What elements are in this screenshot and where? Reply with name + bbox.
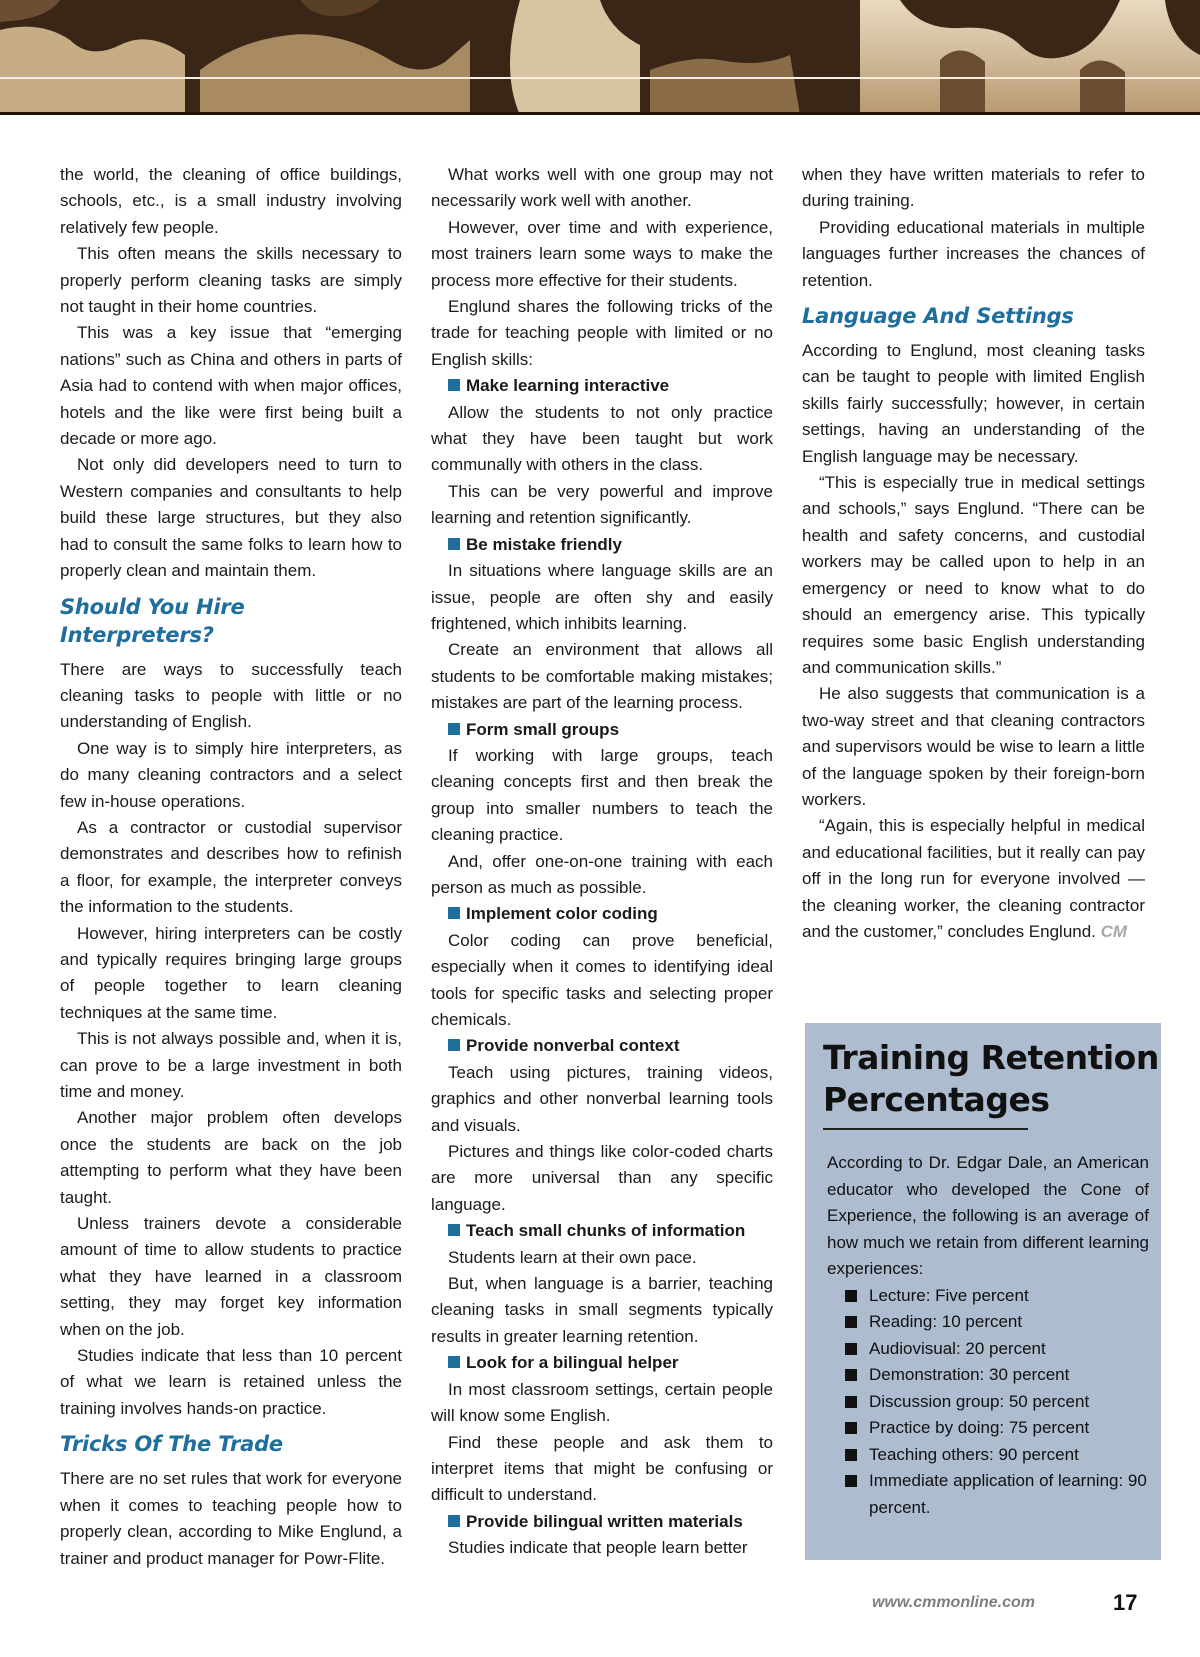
article-column-1: [60, 162, 402, 1572]
list-item: [845, 1442, 1149, 1469]
paragraph: “This is especially true in medical settings and schools,” says Englund. “There can be health and safety concerns, and custodial workers may be called upon to help in an emergency or need to know what to do should an emergency arise. This typically requires some basic English understanding and communication skills.”: [802, 473, 1145, 677]
paragraph: Allow the students to not only practice what they have been taught but work communally with others in the class.: [431, 402, 773, 475]
tip-label: Provide nonverbal context: [466, 1036, 680, 1056]
paragraph: Teach using pictures, training videos, graphics and other nonverbal learning tools and visuals.: [431, 1062, 773, 1135]
end-mark: CM: [1100, 921, 1128, 941]
black-square-bullet-icon: [845, 1396, 857, 1408]
tip-heading: [431, 1033, 773, 1059]
tip-heading: [431, 1509, 773, 1535]
paragraph: Another major problem often develops once the students are back on the job attempting to perform what they have been taught.: [60, 1108, 402, 1207]
list-item-text: Demonstration: 30 percent: [869, 1365, 1070, 1384]
tip-heading: [431, 1218, 773, 1244]
blue-square-bullet-icon: [448, 723, 460, 735]
paragraph: There are ways to successfully teach cleaning tasks to people with little or no understanding of English.: [60, 659, 402, 732]
paragraph: According to Englund, most cleaning tasks can be taught to people with limited English skills fairly successfully; however, in certain settings, having an understanding of the English language may be necessary.: [802, 341, 1145, 466]
list-item: [845, 1283, 1149, 1310]
blue-square-bullet-icon: [448, 1039, 460, 1051]
paragraph: Create an environment that allows all students to be comfortable making mistakes; mistakes are part of the learning process.: [431, 640, 773, 713]
list-item-text: Audiovisual: 20 percent: [869, 1338, 1046, 1358]
list-item: [845, 1415, 1149, 1442]
sidebar-body: [827, 1150, 1149, 1521]
paragraph: He also suggests that communication is a two-way street and that cleaning contractors and supervisors would be wise to learn a little of the language spoken by their foreign-born workers.: [802, 684, 1145, 809]
black-square-bullet-icon: [845, 1316, 857, 1328]
article-column-2: [431, 162, 773, 1562]
blue-square-bullet-icon: [448, 538, 460, 550]
paragraph: Studies indicate that people learn better: [448, 1538, 748, 1558]
gears-illustration: [0, 0, 1200, 115]
blue-square-bullet-icon: [448, 907, 460, 919]
black-square-bullet-icon: [845, 1422, 857, 1434]
retention-list: [827, 1283, 1149, 1522]
subheading-hire-interpreters: Should You Hire Interpreters?: [60, 594, 245, 647]
paragraph: However, over time and with experience, most trainers learn some ways to make the process more effective for their students.: [431, 217, 773, 290]
list-item: [845, 1309, 1149, 1336]
list-item-text: Reading: 10 percent: [869, 1312, 1023, 1331]
list-item: [845, 1468, 1149, 1521]
paragraph: This was a key issue that “emerging nations” such as China and others in parts of Asia had to contend with when major offices, hotels and the like were first being built a decade or more ago.: [60, 323, 402, 449]
list-item-text: Lecture: Five percent: [869, 1285, 1029, 1305]
paragraph: There are no set rules that work for everyone when it comes to teaching people how to properly clean, according to Mike Englund, a trainer and product manager for Powr-Flite.: [60, 1469, 402, 1568]
paragraph: Unless trainers devote a considerable amount of time to allow students to practice what they have learned in a classroom setting, they may forget key information when on the job.: [60, 1214, 402, 1339]
paragraph: As a contractor or custodial supervisor demonstrates and describes how to refinish a floor, for example, the interpreter conveys the information to the students.: [60, 817, 402, 917]
paragraph: This can be very powerful and improve learning and retention significantly.: [431, 481, 773, 528]
list-item-text: Practice by doing: 75 percent: [869, 1418, 1090, 1437]
list-item-text: Teaching others: 90 percent: [869, 1444, 1079, 1464]
black-square-bullet-icon: [845, 1290, 857, 1302]
list-item: [845, 1362, 1149, 1389]
closing-paragraph-text: “Again, this is especially helpful in medical and educational facilities, but it really can pay off in the long run for everyone involved — the cleaning worker, the cleaning contractor and the customer,” concludes Englund.: [802, 816, 1145, 941]
blue-square-bullet-icon: [448, 1356, 460, 1368]
tip-heading: [431, 901, 773, 927]
header-photo-gears: [0, 0, 1200, 115]
paragraph: Providing educational materials in multiple languages further increases the chances of retention.: [802, 217, 1145, 290]
paragraph: Not only did developers need to turn to Western companies and consultants to help build these large structures, but they also had to consult the same folks to learn how to properly clean and maintain them.: [60, 455, 402, 581]
black-square-bullet-icon: [845, 1475, 857, 1487]
subheading-language-and-settings: Language And Settings: [802, 304, 1074, 329]
black-square-bullet-icon: [845, 1369, 857, 1381]
blue-square-bullet-icon: [448, 1224, 460, 1236]
paragraph: In most classroom settings, certain people will know some English.: [431, 1379, 773, 1426]
list-item-text: Immediate application of learning: 90 percent.: [869, 1471, 1147, 1517]
paragraph: Color coding can prove beneficial, especially when it comes to identifying ideal tools for specific tasks and selecting proper chemicals.: [431, 930, 773, 1029]
article-column-3: [802, 162, 1145, 945]
paragraph: Students learn at their own pace.: [448, 1247, 697, 1267]
paragraph: Pictures and things like color-coded charts are more universal than any specific language.: [431, 1142, 773, 1214]
list-item: [845, 1336, 1149, 1363]
tip-label: Form small groups: [466, 719, 620, 739]
black-square-bullet-icon: [845, 1449, 857, 1461]
paragraph: And, offer one-on-one training with each person as much as possible.: [431, 851, 773, 897]
footer-website-url[interactable]: www.cmmonline.com: [872, 1594, 1035, 1611]
paragraph: In situations where language skills are an issue, people are often shy and easily frightened, which inhibits learning.: [431, 561, 773, 633]
sidebar-training-retention: [805, 1023, 1161, 1560]
black-square-bullet-icon: [845, 1343, 857, 1355]
tip-heading: [431, 532, 773, 558]
paragraph: [802, 813, 1145, 945]
tip-label: Be mistake friendly: [466, 534, 622, 554]
tip-heading: [431, 1350, 773, 1376]
blue-square-bullet-icon: [448, 379, 460, 391]
paragraph: This often means the skills necessary to properly perform cleaning tasks are simply not taught in their home countries.: [60, 244, 402, 317]
tip-label: Implement color coding: [466, 904, 658, 924]
tip-label: Teach small chunks of information: [466, 1221, 746, 1241]
paragraph: What works well with one group may not necessarily work well with another.: [431, 165, 773, 211]
paragraph: the world, the cleaning of office buildings, schools, etc., is a small industry involving relatively few people.: [60, 165, 402, 237]
tip-heading: [431, 373, 773, 399]
paragraph: when they have written materials to refer to during training.: [802, 165, 1145, 211]
tip-label: Look for a bilingual helper: [466, 1353, 679, 1373]
paragraph: However, hiring interpreters can be costly and typically requires bringing large groups of people together to learn cleaning techniques at the same time.: [60, 923, 402, 1022]
list-item: [845, 1389, 1149, 1416]
tip-label: Make learning interactive: [466, 376, 670, 396]
paragraph: Studies indicate that less than 10 percent of what we learn is retained unless the training involves hands-on practice.: [60, 1346, 402, 1418]
paragraph: One way is to simply hire interpreters, as do many cleaning contractors and a select few in-house operations.: [60, 738, 402, 811]
sidebar-title: Training Retention Percentages: [823, 1038, 1159, 1119]
sidebar-intro: According to Dr. Edgar Dale, an American educator who developed the Cone of Experience, the following is an average of how much we retain from different learning experiences:: [827, 1153, 1149, 1278]
blue-square-bullet-icon: [448, 1515, 460, 1527]
subheading-tricks-of-the-trade: Tricks Of The Trade: [60, 1432, 283, 1457]
paragraph: Find these people and ask them to interpret items that might be confusing or difficult to understand.: [431, 1432, 773, 1505]
tip-heading: [431, 717, 773, 743]
tip-label: Provide bilingual written materials: [466, 1511, 743, 1531]
page-number: 17: [1113, 1590, 1138, 1615]
paragraph: Englund shares the following tricks of the trade for teaching people with limited or no English skills:: [431, 297, 773, 369]
list-item-text: Discussion group: 50 percent: [869, 1391, 1090, 1411]
paragraph: This is not always possible and, when it is, can prove to be a large investment in both time and money.: [60, 1029, 402, 1101]
sidebar-divider: [823, 1128, 1028, 1130]
paragraph: If working with large groups, teach cleaning concepts first and then break the group into smaller numbers to teach the cleaning practice.: [431, 745, 773, 845]
paragraph: But, when language is a barrier, teaching cleaning tasks in small segments typically results in greater learning retention.: [431, 1274, 773, 1346]
